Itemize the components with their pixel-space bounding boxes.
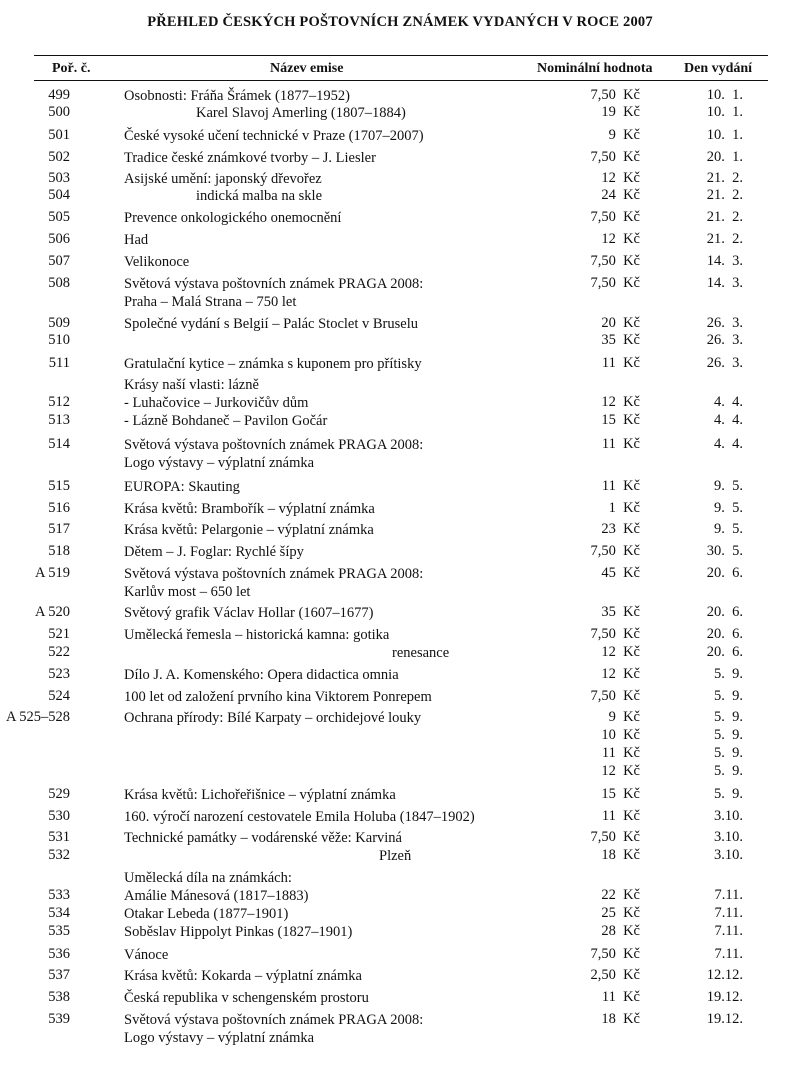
issue-number: 509 [48,315,70,331]
issue-date: 4. 4. [714,394,743,410]
issue-date: 21. 2. [706,170,743,186]
issue-number: 538 [48,989,70,1005]
issue-name [124,808,475,826]
issue-number: 516 [48,500,70,516]
issue-name-line: Krása květů: Lichořeřišnice – výplatní známka [124,787,396,803]
issue-date: 20. 6. [706,604,743,620]
issue-number: 508 [48,275,70,291]
nominal-value: 7,50 Kč [590,626,640,642]
issue-name-line: 160. výročí narození cestovatele Emila Holuba (1847–1902) [124,809,475,825]
issue-name-line: Krása květů: Kokarda – výplatní známka [124,968,362,984]
issue-number: 521 [48,626,70,642]
issue-name [379,847,411,865]
nominal-value: 12 Kč [601,231,640,247]
issue-name [124,543,304,561]
nominal-value: 11 Kč [601,989,640,1005]
nominal-value: 35 Kč [601,604,640,620]
issue-name-line: Ochrana přírody: Bílé Karpaty – orchidejové louky [124,710,422,726]
issue-name-line: Gratulační kytice – známka s kuponem pro přítisky [124,356,422,372]
issue-number: 501 [48,127,70,143]
issue-name [124,521,374,539]
issue-name [124,905,288,923]
nominal-value: 7,50 Kč [590,253,640,269]
nominal-value: 15 Kč [601,786,640,802]
nominal-value: 45 Kč [601,565,640,581]
issue-date: 4. 4. [714,436,743,452]
issue-number: A 525–528 [5,709,70,725]
issue-date: 3.10. [714,829,743,845]
nominal-value: 24 Kč [601,187,640,203]
issue-number: 524 [48,688,70,704]
issue-date: 5. 9. [714,666,743,682]
issue-name-line: Soběslav Hippolyt Pinkas (1827–1901) [124,924,353,940]
issue-date: 10. 1. [706,127,743,143]
issue-name-line: Vánoce [124,947,169,963]
issue-name-line: Asijské umění: japonský dřevořez [124,171,322,187]
issue-date: 5. 9. [714,745,743,761]
issue-number: 534 [48,905,70,921]
issue-date: 3.10. [714,847,743,863]
nominal-value: 28 Kč [601,923,640,939]
issue-name [124,355,422,373]
issue-name-line: Praha – Malá Strana – 750 let [124,294,297,310]
issue-date: 5. 9. [714,763,743,779]
nominal-value: 9 Kč [608,709,640,725]
nominal-value: 7,50 Kč [590,543,640,559]
issue-name-line: Logo výstavy – výplatní známka [124,455,315,471]
column-header-date: Den vydání [684,61,753,76]
issue-date: 26. 3. [706,355,743,371]
nominal-value: 19 Kč [601,104,640,120]
issue-name [124,87,350,105]
issue-number: 504 [48,187,70,203]
issue-date: 9. 5. [714,521,743,537]
nominal-value: 18 Kč [601,847,640,863]
nominal-value: 10 Kč [601,727,640,743]
issue-date: 30. 5. [706,543,743,559]
issue-date: 5. 9. [714,688,743,704]
issue-number: 500 [48,104,70,120]
issue-name [124,887,308,905]
issue-date: 19.12. [706,989,743,1005]
issue-name-line: renesance [392,645,450,661]
issue-name-line: Světová výstava poštovních známek PRAGA 2008: [124,437,424,453]
issue-date: 20. 1. [706,149,743,165]
nominal-value: 7,50 Kč [590,275,640,291]
issue-name [124,626,389,644]
issue-name [124,565,423,601]
issue-number: 529 [48,786,70,802]
issue-date: 5. 9. [714,709,743,725]
issue-name-line: Karel Slavoj Amerling (1807–1884) [196,105,406,121]
issue-name [124,500,375,518]
issue-date: 20. 6. [706,565,743,581]
nominal-value: 18 Kč [601,1011,640,1027]
nominal-value: 15 Kč [601,412,640,428]
issue-name-line: Česká republika v schengenském prostoru [124,990,369,1006]
issue-number: 512 [48,394,70,410]
issue-date: 7.11. [714,923,743,939]
issue-number: 515 [48,478,70,494]
nominal-value: 1 Kč [608,500,640,516]
nominal-value: 7,50 Kč [590,149,640,165]
issue-name-line: 100 let od založení prvního kina Viktorem Ponrepem [124,689,432,705]
nominal-value: 7,50 Kč [590,209,640,225]
nominal-value: 11 Kč [601,478,640,494]
issue-number: 518 [48,543,70,559]
issue-name [124,253,189,271]
issue-number: 530 [48,808,70,824]
issue-name [124,315,418,333]
issue-date: 4. 4. [714,412,743,428]
issue-name [124,412,327,430]
nominal-value: 12 Kč [601,763,640,779]
issue-name-line: Otakar Lebeda (1877–1901) [124,906,289,922]
issue-name-line: - Luhačovice – Jurkovičův dům [124,395,309,411]
issue-name-line: Krása květů: Pelargonie – výplatní známka [124,522,374,538]
nominal-value: 12 Kč [601,666,640,682]
issue-date: 5. 9. [714,727,743,743]
nominal-value: 9 Kč [608,127,640,143]
issue-name [124,478,240,496]
issue-name-line: Velikonoce [124,254,190,270]
column-header-nominal: Nominální hodnota [537,61,653,76]
issue-name [124,376,259,394]
issue-name-line: Logo výstavy – výplatní známka [124,1030,315,1046]
page-title: PŘEHLED ČESKÝCH POŠTOVNÍCH ZNÁMEK VYDANÝCH V ROCE 2007 [147,14,653,30]
issue-name-line: Osobnosti: Fráňa Šrámek (1877–1952) [124,88,350,104]
issue-date: 26. 3. [706,315,743,331]
issue-number: 502 [48,149,70,165]
issue-date: 3.10. [714,808,743,824]
issue-name [124,688,432,706]
issue-name [124,829,402,847]
issue-number: A 519 [34,565,70,581]
issue-name [124,1011,423,1047]
issue-name [124,436,423,472]
nominal-value: 12 Kč [601,644,640,660]
issue-date: 7.11. [714,905,743,921]
issue-name-line: Světová výstava poštovních známek PRAGA 2008: [124,276,424,292]
issue-name-line: Had [124,232,149,248]
issue-number: 503 [48,170,70,186]
nominal-value: 23 Kč [601,521,640,537]
issue-date: 19.12. [706,1011,743,1027]
nominal-value: 22 Kč [601,887,640,903]
issue-name [124,275,423,311]
issue-date: 5. 9. [714,786,743,802]
issue-name [124,149,376,167]
issue-date: 14. 3. [706,253,743,269]
column-header-number: Poř. č. [52,61,91,76]
issue-number: 514 [48,436,70,452]
issue-number: 510 [48,332,70,348]
issue-name-line: - Lázně Bohdaneč – Pavilon Gočár [124,413,328,429]
issue-number: 506 [48,231,70,247]
issue-number: 536 [48,946,70,962]
nominal-value: 11 Kč [601,745,640,761]
issue-name [124,209,341,227]
issue-name-line: Plzeň [379,848,412,864]
issue-date: 14. 3. [706,275,743,291]
issue-number: 499 [48,87,70,103]
issue-name-line: Společné vydání s Belgií – Palác Stoclet v Bruselu [124,316,418,332]
nominal-value: 20 Kč [601,315,640,331]
issue-name-line: Umělecká díla na známkách: [124,870,292,886]
issue-number: 507 [48,253,70,269]
issue-name-line: Dětem – J. Foglar: Rychlé šípy [124,544,304,560]
issue-name [124,170,322,188]
nominal-value: 11 Kč [601,355,640,371]
issue-name-line: Světový grafik Václav Hollar (1607–1677) [124,605,374,621]
nominal-value: 35 Kč [601,332,640,348]
issue-date: 9. 5. [714,500,743,516]
nominal-value: 25 Kč [601,905,640,921]
issue-number: 523 [48,666,70,682]
issue-date: 12.12. [706,967,743,983]
issue-date: 10. 1. [706,104,743,120]
nominal-value: 11 Kč [601,808,640,824]
issue-date: 7.11. [714,946,743,962]
issue-name [124,946,168,964]
issue-name-line: Světová výstava poštovních známek PRAGA 2008: [124,1012,424,1028]
issue-name-line: Technické památky – vodárenské věže: Karviná [124,830,402,846]
issue-name [124,394,308,412]
issue-name [392,644,449,662]
issue-name-line: Prevence onkologického onemocnění [124,210,342,226]
nominal-value: 7,50 Kč [590,946,640,962]
issue-number: 533 [48,887,70,903]
nominal-value: 7,50 Kč [590,688,640,704]
issue-date: 20. 6. [706,644,743,660]
issue-name [196,104,406,122]
issue-name [124,786,396,804]
issue-date: 20. 6. [706,626,743,642]
issue-name-line: Tradice české známkové tvorby – J. Liesler [124,150,376,166]
issue-date: 10. 1. [706,87,743,103]
column-header-name: Název emise [270,61,344,76]
issue-name-line: Světová výstava poštovních známek PRAGA 2008: [124,566,424,582]
issue-name [196,187,322,205]
issue-name-line: Krása květů: Brambořík – výplatní známka [124,501,375,517]
issue-date: 21. 2. [706,187,743,203]
issue-name [124,604,373,622]
issue-name [124,967,362,985]
issue-name [124,989,369,1007]
issue-number: 539 [48,1011,70,1027]
issue-name-line: Amálie Mánesová (1817–1883) [124,888,309,904]
issue-date: 21. 2. [706,231,743,247]
issue-name [124,666,399,684]
issue-number: 531 [48,829,70,845]
issue-name-line: Karlův most – 650 let [124,584,251,600]
issue-date: 9. 5. [714,478,743,494]
issue-number: 517 [48,521,70,537]
issue-name [124,869,292,887]
issue-name [124,231,148,249]
issue-name-line: indická malba na skle [196,188,323,204]
issue-name-line: EUROPA: Skauting [124,479,240,495]
issue-number: 535 [48,923,70,939]
issue-number: 513 [48,412,70,428]
nominal-value: 7,50 Kč [590,829,640,845]
issue-date: 21. 2. [706,209,743,225]
issue-number: 505 [48,209,70,225]
issue-name-line: Dílo J. A. Komenského: Opera didactica omnia [124,667,399,683]
issue-number: 511 [48,355,70,371]
issue-name [124,127,424,145]
issue-name-line: České vysoké učení technické v Praze (1707–2007) [124,128,424,144]
issue-number: 522 [48,644,70,660]
nominal-value: 12 Kč [601,170,640,186]
issue-date: 7.11. [714,887,743,903]
nominal-value: 2,50 Kč [590,967,640,983]
issue-number: 537 [48,967,70,983]
issue-name-line: Krásy naší vlasti: lázně [124,377,259,393]
issue-number: 532 [48,847,70,863]
issue-name [124,923,352,941]
nominal-value: 7,50 Kč [590,87,640,103]
issue-name [124,709,421,727]
issue-number: A 520 [34,604,70,620]
issue-name-line: Umělecká řemesla – historická kamna: gotika [124,627,390,643]
issue-date: 26. 3. [706,332,743,348]
nominal-value: 11 Kč [601,436,640,452]
nominal-value: 12 Kč [601,394,640,410]
